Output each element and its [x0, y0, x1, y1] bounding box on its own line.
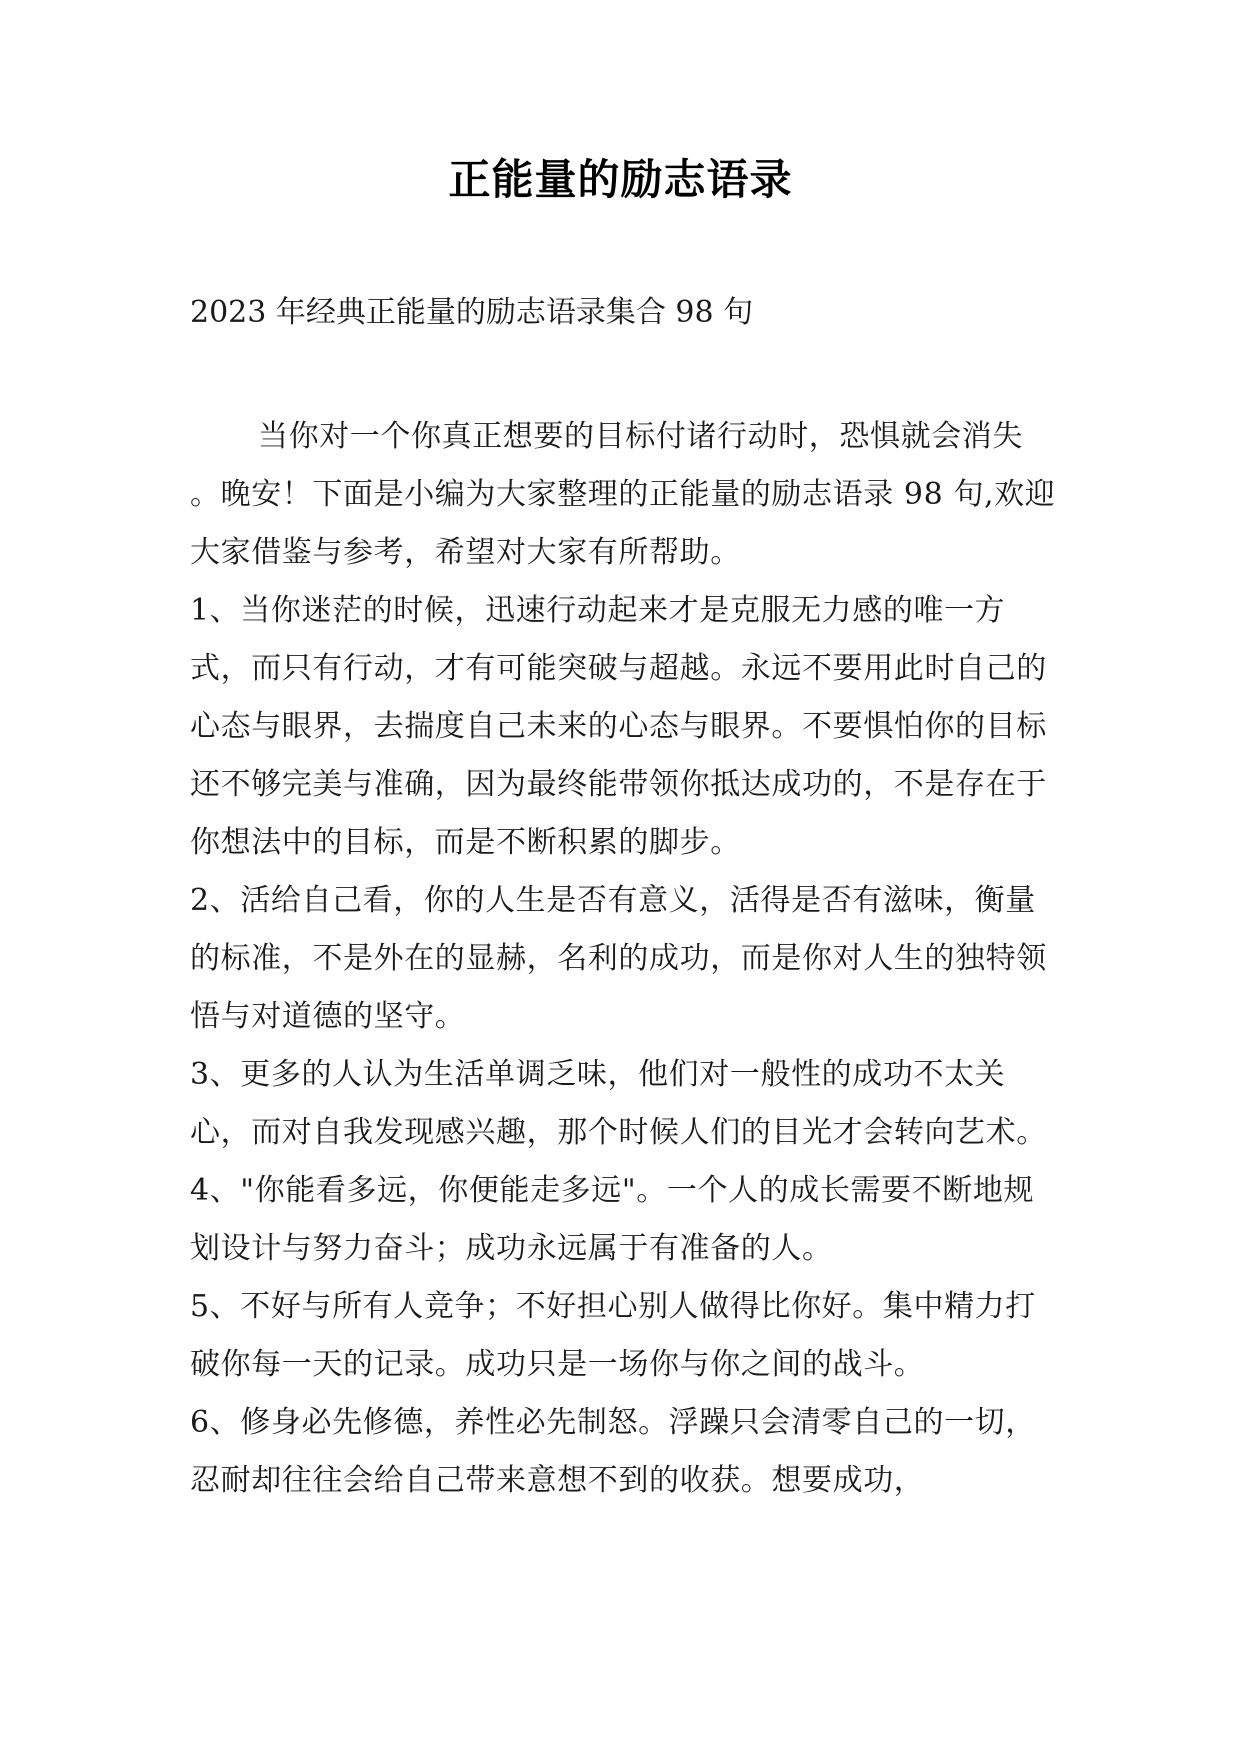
quote-item-6: 6、修身必先修德，养性必先制怒。浮躁只会清零自己的一切，忍耐却往往会给自己带来意想不到的收获。想要成功，	[190, 1405, 1036, 1498]
quote-item-5: 5、不好与所有人竞争；不好担心别人做得比你好。集中精力打破你每一天的记录。成功只是一场你与你之间的战斗。	[190, 1289, 1036, 1382]
quote-item-3: 3、更多的人认为生活单调乏味，他们对一般性的成功不太关心，而对自我发现感兴趣，那个时候人们的目光才会转向艺术。	[190, 1057, 1047, 1150]
quote-item-2: 2、活给自己看，你的人生是否有意义，活得是否有滋味，衡量的标准，不是外在的显赫，名利的成功，而是你对人生的独特领悟与对道德的坚守。	[190, 883, 1047, 1034]
intro-paragraph: 当你对一个你真正想要的目标付诸行动时，恐惧就会消失 。晚安！下面是小编为大家整理的正能量的励志语录 98 句,欢迎大家借鉴与参考，希望对大家有所帮助。	[190, 419, 1056, 570]
document-title: 正能量的励志语录	[448, 155, 793, 204]
quote-item-4: 4、"你能看多远，你便能走多远"。一个人的成长需要不断地规划设计与努力奋斗；成功永远属于有准备的人。	[190, 1173, 1035, 1266]
quote-item-1: 1、当你迷茫的时候，迅速行动起来才是克服无力感的唯一方式，而只有行动，才有可能突破与超越。永远不要用此时自己的心态与眼界，去揣度自己未来的心态与眼界。不要惧怕你的目标还不够完美与准确，因为最终能带领你抵达成功的，不是存在于你想法中的目标，而是不断积累的脚步。	[190, 593, 1047, 860]
document-body	[190, 408, 1060, 1510]
document-subtitle: 2023 年经典正能量的励志语录集合 98 句	[190, 295, 754, 330]
